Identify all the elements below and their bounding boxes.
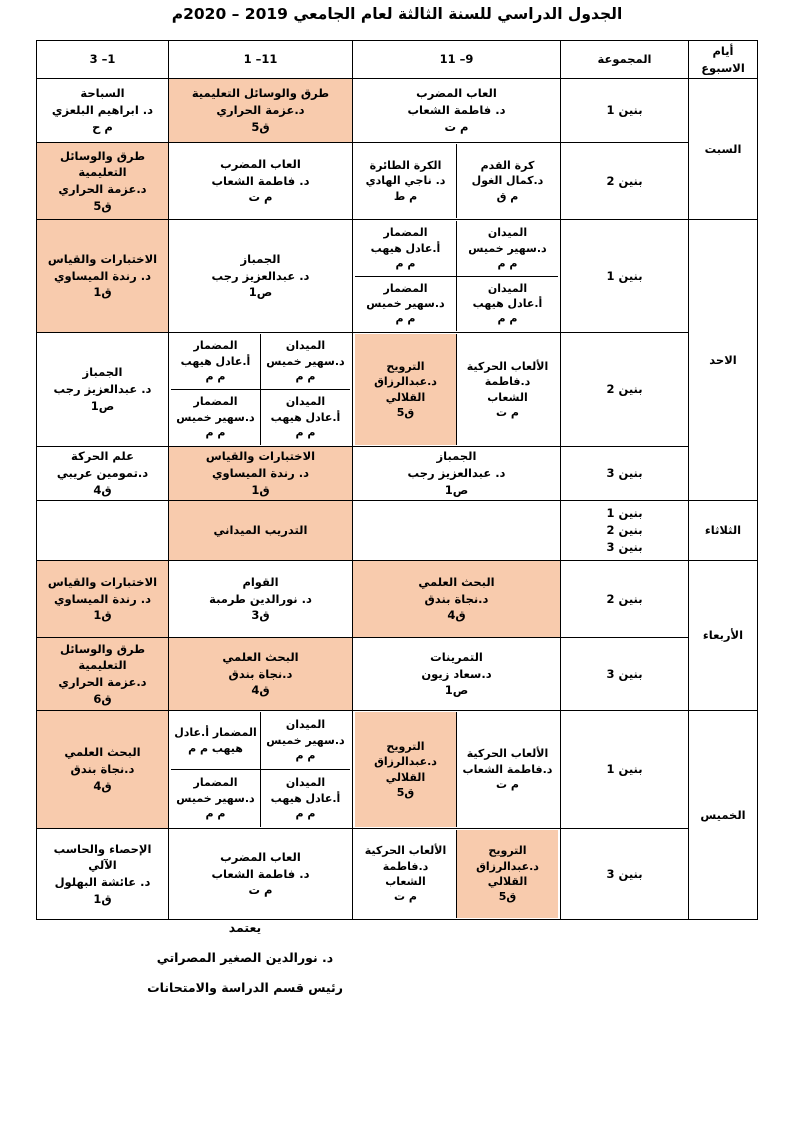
cell-sun1-9-11-top-left: المضمار أ.عادل هيهب م م	[355, 221, 456, 276]
cell-sun2-11-1-top-left: المضمار أ.عادل هيهب م م	[171, 334, 260, 389]
header-time-1-3: 1– 3	[37, 41, 169, 79]
cell-sun1-1-3: الاختبارات والقياس د. رندة الميساوي ق1	[37, 220, 169, 333]
cell-sun2-1-3: الجمباز د. عبدالعزيز رجب ص1	[37, 333, 169, 447]
cell-sun3-9-11: الجمباز د. عبدالعزيز رجب ص1	[353, 447, 561, 501]
header-time-11-1: 11– 1	[169, 41, 353, 79]
row-tuesday	[37, 501, 758, 561]
row-thursday-group1	[37, 711, 758, 829]
day-sunday: الاحد	[689, 220, 758, 501]
group-tue: بنين 1 بنين 2 بنين 3	[561, 501, 689, 561]
cell-wed2-9-11: التمرينات د.سعاد زيون ص1	[353, 638, 561, 711]
row-wednesday-group3	[37, 638, 758, 711]
approval-label: يعتمد	[228, 920, 262, 935]
day-tuesday: الثلاثاء	[689, 501, 758, 561]
cell-thu2-9-11	[353, 829, 561, 920]
row-saturday-group2	[37, 143, 758, 220]
header-time-9-11: 9– 11	[353, 41, 561, 79]
header-days-of-week: أيام الاسبوع	[689, 41, 758, 79]
day-thursday: الخميس	[689, 711, 758, 920]
cell-thu1-11-1-top-left: المضمار أ.عادل هيهب م م	[171, 712, 260, 769]
cell-thu1-11-1-top-right: الميدان د.سهير خميس م م	[261, 712, 350, 769]
cell-sat2-1-3: طرق والوسائل التعليمية د.عزمة الحراري ق5	[37, 143, 169, 220]
cell-sun2-11-1-top-right: الميدان د.سهير خميس م م	[261, 334, 350, 389]
row-sunday-group2	[37, 333, 758, 447]
cell-sun2-11-1-bottom-left: المضمار د.سهير خميس م م	[171, 390, 260, 445]
cell-tue-9-11	[353, 501, 561, 561]
cell-sat2-9-11-right: كرة القدم د.كمال الغول م ق	[457, 144, 558, 218]
cell-thu2-1-3: الإحصاء والحاسب الآلي د. عائشة البهلول ق1	[37, 829, 169, 920]
row-wednesday-group2	[37, 561, 758, 638]
row-saturday-group1	[37, 79, 758, 143]
group-sun2: بنين 2	[561, 333, 689, 447]
cell-sat1-1-3: السباحة د. ابراهيم البلعزي م ح	[37, 79, 169, 143]
cell-sun2-9-11-right: الألعاب الحركية د.فاطمة الشعاب م ت	[457, 334, 558, 445]
day-wednesday: الأربعاء	[689, 561, 758, 711]
cell-sat2-9-11-left: الكرة الطائرة د. ناجي الهادي م ط	[355, 144, 456, 218]
cell-sun3-11-1: الاختبارات والقياس د. رندة الميساوي ق1	[169, 447, 353, 501]
cell-thu1-11-1-bottom-left: المضمار د.سهير خميس م م	[171, 770, 260, 827]
approval-block	[85, 920, 405, 1010]
group-wed1: بنين 2	[561, 561, 689, 638]
cell-sun1-9-11-top-right: الميدان د.سهير خميس م م	[457, 221, 558, 276]
group-thu1: بنين 1	[561, 711, 689, 829]
cell-sun2-11-1-bottom-right: الميدان أ.عادل هيهب م م	[261, 390, 350, 445]
approver-position: رئيس قسم الدراسة والامتحانات	[147, 980, 343, 995]
cell-sun2-11-1	[169, 333, 353, 447]
cell-wed1-9-11: البحث العلمي د.نجاة بندق ق4	[353, 561, 561, 638]
cell-wed2-11-1: البحث العلمي د.نجاة بندق ق4	[169, 638, 353, 711]
cell-thu1-9-11-left: الترويح د.عبدالرزاق القلالي ق5	[355, 712, 456, 827]
cell-thu1-9-11-right: الألعاب الحركية د.فاطمة الشعاب م ت	[457, 712, 558, 827]
header-group: المجموعة	[561, 41, 689, 79]
schedule-table	[36, 40, 758, 920]
cell-sat1-11-1: طرق والوسائل التعليمية د.عزمة الحراري ق5	[169, 79, 353, 143]
cell-sun1-9-11-bottom-left: المضمار د.سهير خميس م م	[355, 277, 456, 332]
row-sunday-group1	[37, 220, 758, 333]
cell-sat1-9-11: العاب المضرب د. فاطمة الشعاب م ت	[353, 79, 561, 143]
group-sat2: بنين 2	[561, 143, 689, 220]
cell-thu2-11-1: العاب المضرب د. فاطمة الشعاب م ت	[169, 829, 353, 920]
cell-wed1-1-3: الاختبارات والقياس د. رندة الميساوي ق1	[37, 561, 169, 638]
group-wed2: بنين 3	[561, 638, 689, 711]
cell-sun2-9-11-left: الترويح د.عبدالرزاق القلالي ق5	[355, 334, 456, 445]
cell-thu2-9-11-left: الألعاب الحركية د.فاطمة الشعاب م ت	[355, 830, 456, 918]
row-thursday-group3	[37, 829, 758, 920]
cell-thu1-1-3: البحث العلمي د.نجاة بندق ق4	[37, 711, 169, 829]
cell-wed1-11-1: القوام د. نورالدين طرمبة ق3	[169, 561, 353, 638]
cell-sun1-11-1: الجمباز د. عبدالعزيز رجب ص1	[169, 220, 353, 333]
cell-thu1-11-1-bottom-right: الميدان أ.عادل هيهب م م	[261, 770, 350, 827]
group-sun3: بنين 3	[561, 447, 689, 501]
group-sun1: بنين 1	[561, 220, 689, 333]
cell-sat2-11-1: العاب المضرب د. فاطمة الشعاب م ت	[169, 143, 353, 220]
cell-sun1-9-11	[353, 220, 561, 333]
cell-sun2-9-11	[353, 333, 561, 447]
approver-name: د. نورالدين الصغير المصراتي	[156, 950, 334, 965]
cell-thu1-9-11	[353, 711, 561, 829]
cell-thu2-9-11-right: الترويح د.عبدالرزاق القلالي ق5	[457, 830, 558, 918]
cell-tue-1-3	[37, 501, 169, 561]
group-sat1: بنين 1	[561, 79, 689, 143]
page-title: الجدول الدراسي للسنة الثالثة لعام الجامعي 2019 – 2020م	[171, 5, 623, 23]
cell-sun3-1-3: علم الحركة د.تمومين عريبي ق4	[37, 447, 169, 501]
header-row	[37, 41, 758, 79]
cell-sat2-9-11	[353, 143, 561, 220]
row-sunday-group3	[37, 447, 758, 501]
cell-thu1-11-1	[169, 711, 353, 829]
cell-tue-11-1: التدريب الميداني	[169, 501, 353, 561]
cell-wed2-1-3: طرق والوسائل التعليمية د.عزمة الحراري ق6	[37, 638, 169, 711]
group-thu2: بنين 3	[561, 829, 689, 920]
cell-sun1-9-11-bottom-right: الميدان أ.عادل هيهب م م	[457, 277, 558, 332]
day-saturday: السبت	[689, 79, 758, 220]
